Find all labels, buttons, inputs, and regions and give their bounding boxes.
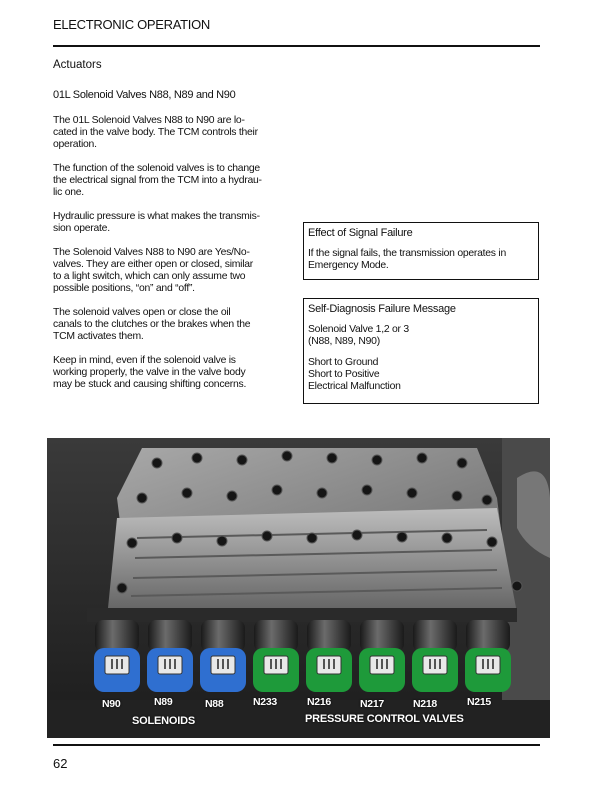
body-paragraph: The solenoid valves open or close the oil canals to the clutches or the brakes when the TCM activates them. bbox=[53, 307, 251, 342]
bolt-icon bbox=[457, 458, 467, 468]
bolt-icon bbox=[152, 458, 162, 468]
bolt-icon bbox=[307, 533, 317, 543]
bolt-icon bbox=[262, 531, 272, 541]
pressure-control-valve bbox=[306, 620, 352, 692]
solenoid-valve bbox=[147, 620, 193, 692]
bolt-icon bbox=[417, 453, 427, 463]
bolt-icon bbox=[372, 455, 382, 465]
pressure-control-valve bbox=[253, 620, 299, 692]
body-paragraph: The 01L Solenoid Valves N88 to N90 are lo- cated in the valve body. The TCM controls their operation. bbox=[53, 115, 258, 150]
bolt-icon bbox=[482, 495, 492, 505]
bolt-icon bbox=[452, 491, 462, 501]
bolt-icon bbox=[117, 583, 127, 593]
subheading: 01L Solenoid Valves N88, N89 and N90 bbox=[53, 89, 236, 101]
valve-body-illustration bbox=[47, 438, 550, 738]
bolt-icon bbox=[272, 485, 282, 495]
valve-label: N216 bbox=[307, 696, 331, 708]
solenoids-group-label: SOLENOIDS bbox=[132, 715, 195, 727]
self-diagnosis-message: Short to Ground bbox=[308, 357, 379, 368]
body-paragraph: Keep in mind, even if the solenoid valve is working properly, the valve in the valve body may be stuck and causing shifting concerns. bbox=[53, 355, 247, 390]
body-text-column bbox=[53, 115, 285, 403]
bolt-icon bbox=[407, 488, 417, 498]
valve-label: N90 bbox=[102, 698, 121, 710]
bolt-icon bbox=[137, 493, 147, 503]
bolt-icon bbox=[237, 455, 247, 465]
bolt-icon bbox=[192, 453, 202, 463]
bolt-icon bbox=[317, 488, 327, 498]
bolt-icon bbox=[362, 485, 372, 495]
bolt-icon bbox=[397, 532, 407, 542]
bolt-icon bbox=[217, 536, 227, 546]
bolt-icon bbox=[172, 533, 182, 543]
signal-failure-box bbox=[303, 222, 539, 280]
bolt-icon bbox=[282, 451, 292, 461]
self-diagnosis-component: Solenoid Valve 1,2 or 3 (N88, N89, N90) bbox=[308, 324, 409, 347]
page-header-title: ELECTRONIC OPERATION bbox=[53, 17, 211, 32]
body-paragraph: The Solenoid Valves N88 to N90 are Yes/No- valves. They are either open or closed, similar to a light switch, which can only assume two possible positions, “on” and “off”. bbox=[53, 247, 254, 294]
bolt-icon bbox=[227, 491, 237, 501]
bolt-icon bbox=[442, 533, 452, 543]
header-rule bbox=[53, 45, 540, 47]
valve-label: N215 bbox=[467, 696, 491, 708]
valve-label: N89 bbox=[154, 696, 173, 708]
valve-label: N233 bbox=[253, 696, 277, 708]
bolt-icon bbox=[182, 488, 192, 498]
body-paragraph: The function of the solenoid valves is to change the electrical signal from the TCM into a hydrau- lic one. bbox=[53, 163, 262, 198]
self-diagnosis-box bbox=[303, 298, 539, 404]
solenoid-valve bbox=[200, 620, 246, 692]
signal-failure-title: Effect of Signal Failure bbox=[308, 227, 413, 239]
solenoid-valve bbox=[94, 620, 140, 692]
self-diagnosis-message: Electrical Malfunction bbox=[308, 381, 401, 392]
valve-label: N217 bbox=[360, 698, 384, 710]
bolt-icon bbox=[512, 581, 522, 591]
bolt-icon bbox=[127, 538, 137, 548]
valve-label: N88 bbox=[205, 698, 224, 710]
valve-body-photo bbox=[47, 438, 550, 738]
bolt-icon bbox=[352, 530, 362, 540]
valve-label: N218 bbox=[413, 698, 437, 710]
self-diagnosis-message: Short to Positive bbox=[308, 369, 380, 380]
pressure-control-valve bbox=[465, 620, 511, 692]
footer-rule bbox=[53, 744, 540, 746]
self-diagnosis-title: Self-Diagnosis Failure Message bbox=[308, 303, 456, 315]
pressure-control-valve bbox=[412, 620, 458, 692]
bolt-icon bbox=[327, 453, 337, 463]
bolt-icon bbox=[487, 537, 497, 547]
pressure-control-valve bbox=[359, 620, 405, 692]
body-paragraph: Hydraulic pressure is what makes the transmis- sion operate. bbox=[53, 211, 260, 234]
page-number: 62 bbox=[53, 756, 68, 771]
signal-failure-text: If the signal fails, the transmission operates in Emergency Mode. bbox=[308, 248, 506, 271]
section-title: Actuators bbox=[53, 59, 102, 71]
pressure-control-group-label: PRESSURE CONTROL VALVES bbox=[305, 713, 464, 725]
